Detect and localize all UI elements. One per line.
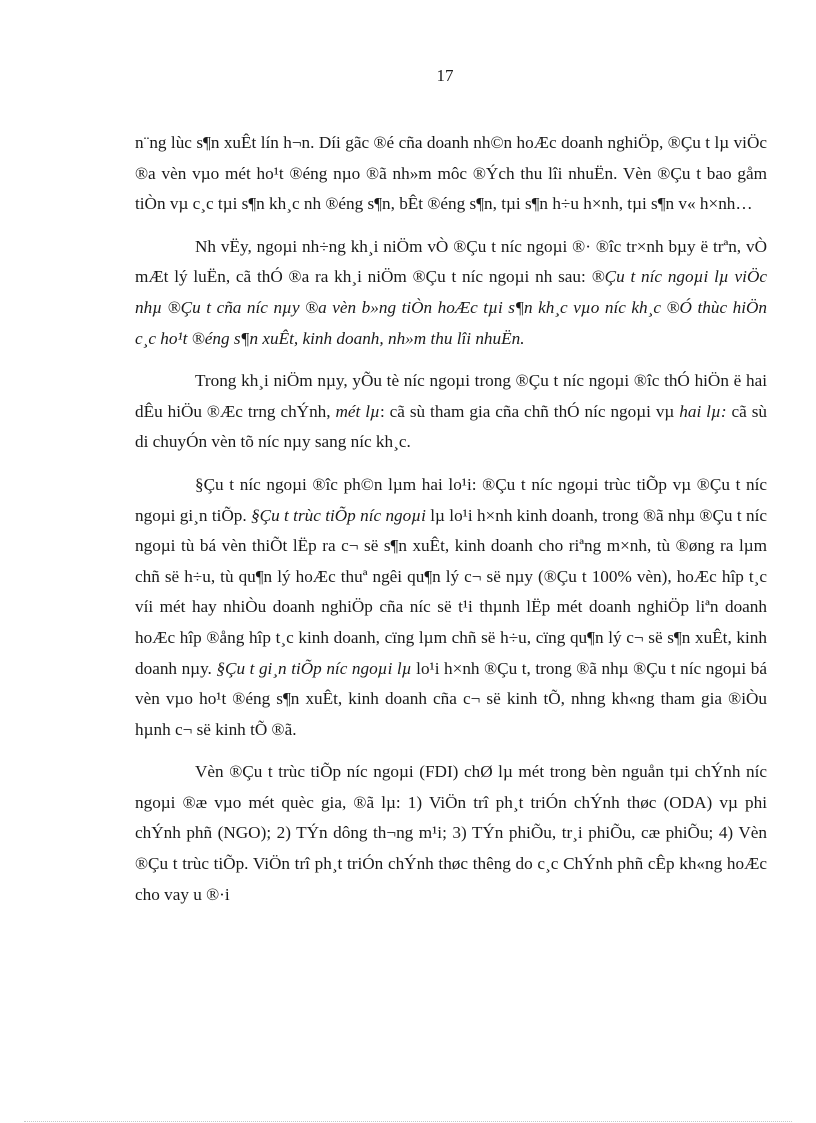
page-bottom-rule — [24, 1121, 792, 1122]
document-body — [135, 128, 767, 922]
paragraph — [135, 757, 767, 910]
paragraph — [135, 366, 767, 458]
italic-text-run: mét lµ — [335, 401, 380, 421]
text-run: Vèn ®Çu t trùc tiÕp níc ngoµi (FDI) chØ lµ mét trong bèn nguån tµi chÝnh níc ngoµi ®æ vµo mét quèc gia, ®ã lµ: 1) ViÖn trî ph¸t triÓn chÝnh thøc (ODA) vµ phi chÝnh phñ (NGO); 2) TÝn dông th¬ng m¹i; 3) TÝn phiÕu, tr¸i phiÕu, cæ phiÕu; 4) Vèn ®Çu t trùc tiÕp. ViÖn trî ph¸t triÓn chÝnh thøc thêng do c¸c ChÝnh phñ cÊp kh«ng hoÆc cho vay u ®·i — [135, 762, 767, 904]
text-run: §Çu t níc ngoµi ®îc ph©n lµm hai lo¹i: ®Çu t níc ngoµi trùc tiÕp vµ ®Çu t níc ngoµi gi¸n tiÕp. — [135, 474, 767, 525]
text-run: n¨ng lùc s¶n xuÊt lín h¬n. Díi gãc ®é cña doanh nh©n hoÆc doanh nghiÖp, ®Çu t lµ viÖc ®a vèn vµo mét ho¹t ®éng nµo ®ã nh»m môc ®Ých thu lîi nhuËn. Vèn ®Çu t bao gåm tiÒn vµ c¸c tµi s¶n kh¸c nh ®éng s¶n, bÊt ®éng s¶n, tµi s¶n h÷u h×nh, tµi s¶n v« h×nh… — [135, 133, 767, 214]
text-run: Nh vËy, ngoµi nh÷ng kh¸i niÖm vÒ ®Çu t níc ngoµi ®· ®îc tr×nh bµy ë trªn, vÒ mÆt lý luËn, cã thÓ ®a ra kh¸i niÖm ®Çu t níc ngoµi nh sau: — [135, 236, 767, 287]
italic-text-run: ®Çu t níc ngoµi lµ viÖc nhµ ®Çu t cña níc nµy ®a vèn b»ng tiÒn hoÆc tµi s¶n kh¸c vµo níc kh¸c ®Ó thùc hiÖn c¸c ho¹t ®éng s¶n xuÊt, kinh doanh, nh»m thu lîi nhuËn. — [135, 267, 767, 348]
italic-text-run: §Çu t trùc tiÕp níc ngoµi — [251, 505, 426, 525]
page-number: 17 — [436, 66, 454, 85]
text-run: lo¹i h×nh ®Çu t, trong ®ã nhµ ®Çu t níc ngoµi bá vèn vµo ho¹t ®éng s¶n xuÊt, kinh doanh cña c¬ së kinh tÕ, nhng kh«ng tham gia ®iÒu hµnh c¬ së kinh tÕ ®ã. — [135, 658, 767, 739]
text-run: : cã sù tham gia cña chñ thÓ níc ngoµi vµ — [379, 401, 680, 421]
text-run: Trong kh¸i niÖm nµy, yÕu tè níc ngoµi trong ®Çu t níc ngoµi ®îc thÓ hiÖn ë hai dÊu hiÖu ®Æc trng chÝnh, — [135, 371, 767, 421]
text-run: cã sù di chuyÓn vèn tõ níc nµy sang níc kh¸c. — [135, 401, 767, 452]
paragraph — [135, 232, 767, 354]
text-run: lµ lo¹i h×nh kinh doanh, trong ®ã nhµ ®Çu t níc ngoµi tù bá vèn thiÕt lËp ra c¬ së s¶n xuÊt, kinh doanh cho riªng m×nh, tù ®øng ra lµm chñ së h÷u, tù qu¶n lý hoÆc thuª ngêi qu¶n lý c¬ së nµy (®Çu t 100% vèn), hoÆc hîp t¸c víi mét hay nhiÒu doanh nghiÖp cña níc së t¹i thµnh lËp mét doanh nghiÖp liªn doanh hoÆc hîp ®ång hîp t¸c kinh doanh, cïng lµm chñ së h÷u, cïng qu¶n lý c¬ së s¶n xuÊt, kinh doanh nµy. — [135, 505, 767, 678]
paragraph — [135, 128, 767, 220]
italic-text-run: hai lµ: — [679, 401, 727, 421]
paragraph — [135, 470, 767, 745]
italic-text-run: §Çu t gi¸n tiÕp níc ngoµi lµ — [216, 658, 412, 678]
